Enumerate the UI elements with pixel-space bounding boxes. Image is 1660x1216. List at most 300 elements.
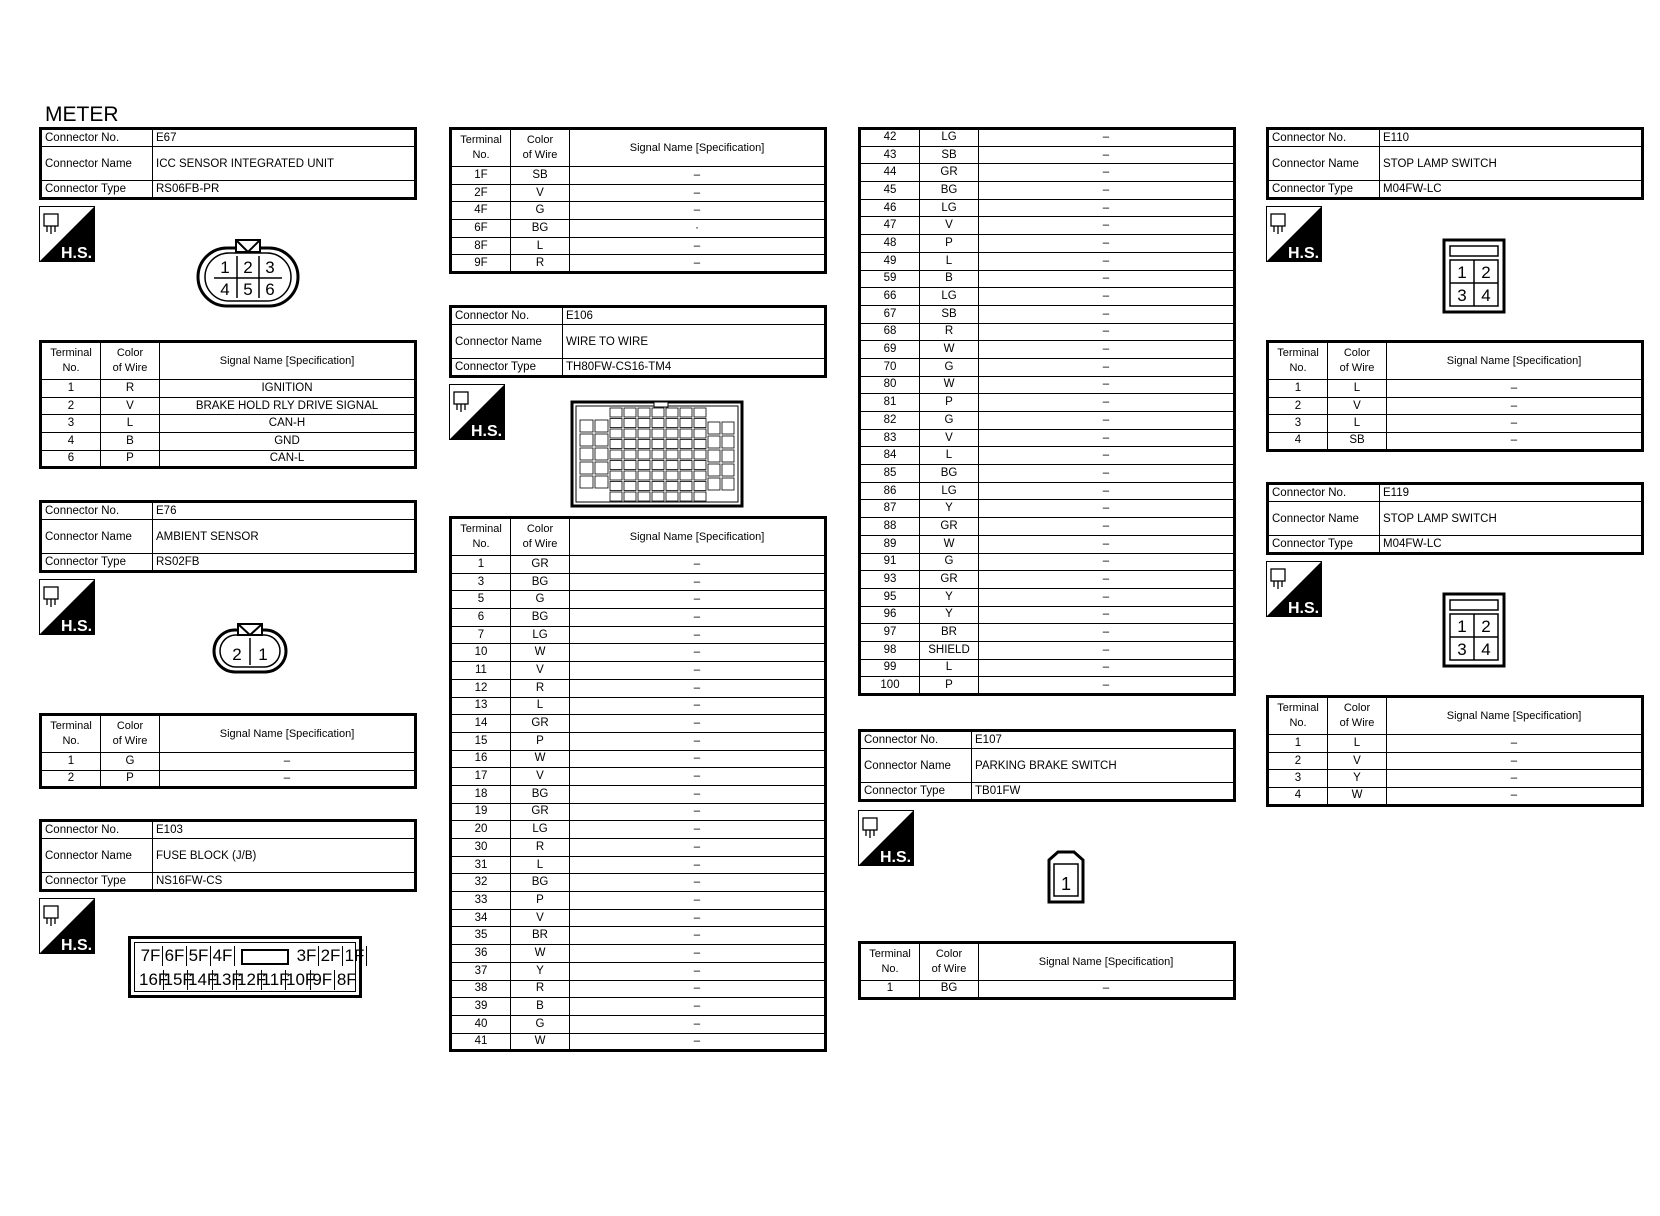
signal-name: –	[979, 624, 1235, 642]
signal-name: –	[979, 129, 1235, 147]
connector-type: M04FW-LC	[1380, 181, 1643, 199]
wire-color: V	[511, 768, 570, 786]
connector-no: E67	[153, 129, 416, 147]
signal-name: GND	[160, 433, 416, 451]
wire-color: P	[511, 732, 570, 750]
terminal-no: 83	[860, 429, 920, 447]
pin-label: 1F	[343, 946, 367, 966]
connector-e107-face	[1046, 850, 1086, 909]
signal-name: –	[1387, 433, 1643, 451]
wire-color: Y	[920, 588, 979, 606]
pin-label: 2F	[319, 946, 343, 966]
connector-type: TH80FW-CS16-TM4	[563, 359, 826, 377]
wire-color: W	[920, 376, 979, 394]
table-row	[451, 785, 826, 803]
signal-name: –	[979, 288, 1235, 306]
wire-color: R	[511, 679, 570, 697]
connector-type: RS02FB	[153, 554, 416, 572]
signal-name: –	[570, 998, 826, 1016]
table-row	[860, 323, 1235, 341]
signal-name: –	[570, 1033, 826, 1051]
svg-text:4: 4	[1481, 640, 1491, 659]
signal-name: –	[979, 323, 1235, 341]
terminal-no: 1	[1268, 735, 1328, 753]
svg-text:H.S.: H.S.	[61, 618, 93, 635]
table-row	[451, 945, 826, 963]
wire-color: B	[101, 433, 160, 451]
wire-color: V	[920, 429, 979, 447]
signal-name: –	[979, 235, 1235, 253]
wire-color: B	[511, 998, 570, 1016]
table-row	[860, 677, 1235, 695]
signal-name: –	[979, 376, 1235, 394]
terminal-no: 30	[451, 839, 511, 857]
connector-e76-info: Connector No. E76 Connector Name AMBIENT SENSOR Connector Type RS02FB	[39, 500, 417, 573]
connector-e106-terminals-b	[858, 127, 1236, 696]
wire-color: GR	[920, 518, 979, 536]
table-row	[451, 962, 826, 980]
signal-name: –	[570, 573, 826, 591]
table-row	[860, 358, 1235, 376]
signal-name: –	[979, 252, 1235, 270]
table-row	[451, 715, 826, 733]
terminal-no: 1	[41, 753, 101, 771]
svg-text:H.S.: H.S.	[61, 937, 93, 954]
harness-side-icon	[39, 206, 95, 262]
pin-label: 4F	[211, 946, 235, 966]
connector-e110-face	[1442, 238, 1506, 319]
terminal-no: 2	[41, 770, 101, 788]
wire-color: G	[920, 358, 979, 376]
signal-name: –	[1387, 415, 1643, 433]
signal-name: –	[570, 255, 826, 273]
terminal-no: 96	[860, 606, 920, 624]
pin-label: 12F	[237, 970, 267, 989]
wire-color: GR	[511, 715, 570, 733]
signal-name: –	[570, 715, 826, 733]
table-row	[41, 450, 416, 468]
terminal-no: 43	[860, 146, 920, 164]
terminal-no: 4	[1268, 788, 1328, 806]
wire-color: V	[511, 662, 570, 680]
terminal-no: 33	[451, 892, 511, 910]
signal-name: –	[979, 146, 1235, 164]
wire-color: GR	[511, 803, 570, 821]
signal-name: –	[979, 341, 1235, 359]
wire-color: Y	[920, 606, 979, 624]
signal-name: –	[160, 753, 416, 771]
signal-name: BRAKE HOLD RLY DRIVE SIGNAL	[160, 397, 416, 415]
table-row	[860, 305, 1235, 323]
wire-color: L	[920, 659, 979, 677]
svg-text:1: 1	[220, 258, 230, 277]
table-row	[451, 167, 826, 185]
table-row	[860, 270, 1235, 288]
terminal-no: 3	[1268, 770, 1328, 788]
signal-name: –	[570, 839, 826, 857]
wire-color: R	[920, 323, 979, 341]
connector-e110-terminals: Terminal No. Color of Wire Signal Name [Specification] 1 L – 2 V – 3 L – 4 SB –	[1266, 340, 1644, 452]
wire-color: V	[1328, 752, 1387, 770]
terminal-no: 14	[451, 715, 511, 733]
wire-color: SB	[920, 305, 979, 323]
terminal-no: 100	[860, 677, 920, 695]
table-row	[451, 927, 826, 945]
terminal-no: 4	[1268, 433, 1328, 451]
wire-color: BG	[920, 465, 979, 483]
connector-e119-terminals: Terminal No. Color of Wire Signal Name [Specification] 1 L – 2 V – 3 Y – 4 W –	[1266, 695, 1644, 807]
table-row	[451, 220, 826, 238]
connector-name: STOP LAMP SWITCH	[1380, 502, 1643, 536]
page-title: METER	[45, 103, 119, 126]
wire-color: L	[1328, 380, 1387, 398]
signal-name: –	[979, 217, 1235, 235]
terminal-no: 18	[451, 785, 511, 803]
wire-color: V	[511, 909, 570, 927]
harness-side-icon	[1266, 561, 1322, 617]
svg-text:4: 4	[220, 280, 230, 299]
terminal-no: 69	[860, 341, 920, 359]
harness-side-icon	[858, 810, 914, 866]
table-row	[860, 376, 1235, 394]
wire-color: W	[511, 1033, 570, 1051]
table-row	[860, 606, 1235, 624]
connector-name: WIRE TO WIRE	[563, 325, 826, 359]
terminal-no: 10	[451, 644, 511, 662]
terminal-no: 11	[451, 662, 511, 680]
table-row	[860, 535, 1235, 553]
svg-text:3: 3	[265, 258, 275, 277]
pin-label: 16F	[139, 970, 169, 989]
signal-name: –	[979, 182, 1235, 200]
key-slot	[241, 949, 289, 965]
wire-color: L	[1328, 415, 1387, 433]
terminal-no: 46	[860, 199, 920, 217]
terminal-no: 37	[451, 962, 511, 980]
svg-text:2: 2	[1481, 263, 1491, 282]
table-row	[860, 624, 1235, 642]
table-row	[451, 750, 826, 768]
connector-e119-face	[1442, 592, 1506, 673]
connector-name: ICC SENSOR INTEGRATED UNIT	[153, 147, 416, 181]
table-row	[1268, 415, 1643, 433]
table-row	[860, 518, 1235, 536]
signal-name: –	[570, 644, 826, 662]
svg-text:2: 2	[1481, 617, 1491, 636]
terminal-no: 6	[451, 609, 511, 627]
terminal-no: 87	[860, 500, 920, 518]
svg-text:4: 4	[1481, 286, 1491, 305]
harness-side-icon	[1266, 206, 1322, 262]
table-row	[451, 998, 826, 1016]
table-row	[1268, 433, 1643, 451]
wire-color: LG	[511, 821, 570, 839]
wire-color: G	[920, 553, 979, 571]
table-row	[451, 1033, 826, 1051]
connector-e76-face	[212, 622, 288, 679]
signal-name: –	[979, 482, 1235, 500]
wire-color: W	[920, 341, 979, 359]
signal-name: –	[979, 164, 1235, 182]
table-row	[860, 412, 1235, 430]
wire-color: SB	[511, 167, 570, 185]
signal-name: CAN-L	[160, 450, 416, 468]
terminal-no: 1F	[451, 167, 511, 185]
signal-name: –	[979, 677, 1235, 695]
signal-name: –	[570, 750, 826, 768]
terminal-no: 4	[41, 433, 101, 451]
signal-name: –	[570, 184, 826, 202]
terminal-no: 34	[451, 909, 511, 927]
table-row	[860, 341, 1235, 359]
wire-color: G	[101, 753, 160, 771]
table-row	[860, 659, 1235, 677]
wire-color: LG	[920, 288, 979, 306]
signal-name: –	[979, 199, 1235, 217]
signal-name: –	[570, 1015, 826, 1033]
signal-name: –	[570, 768, 826, 786]
terminal-no: 97	[860, 624, 920, 642]
wire-color: BG	[511, 785, 570, 803]
wire-color: BG	[920, 182, 979, 200]
signal-name: –	[570, 892, 826, 910]
connector-e67-terminals: Terminal No. Color of Wire Signal Name [Specification] 1 R IGNITION 2 V BRAKE HOLD RLY DRIVE SIGNAL 3 L CAN-H 4 B GND 6 P CAN-L	[39, 340, 417, 469]
wire-color: V	[920, 217, 979, 235]
signal-name: IGNITION	[160, 380, 416, 398]
table-row	[860, 217, 1235, 235]
terminal-no: 48	[860, 235, 920, 253]
wire-color: G	[511, 1015, 570, 1033]
table-row	[1268, 380, 1643, 398]
table-row	[451, 839, 826, 857]
table-row	[860, 146, 1235, 164]
svg-text:5: 5	[243, 280, 253, 299]
connector-type: M04FW-LC	[1380, 536, 1643, 554]
table-row	[41, 380, 416, 398]
terminal-no: 59	[860, 270, 920, 288]
terminal-no: 2	[41, 397, 101, 415]
wire-color: B	[920, 270, 979, 288]
wire-color: P	[920, 394, 979, 412]
connector-e103-terminals: Terminal No. Color of Wire Signal Name [Specification] 1F SB – 2F V – 4F G – 6F BG · 8F L – 9F R –	[449, 127, 827, 274]
table-row	[41, 415, 416, 433]
signal-name: CAN-H	[160, 415, 416, 433]
terminal-no: 86	[860, 482, 920, 500]
table-row	[41, 753, 416, 771]
signal-name: –	[570, 591, 826, 609]
connector-no: E103	[153, 821, 416, 839]
terminal-no: 15	[451, 732, 511, 750]
signal-name: –	[570, 962, 826, 980]
wire-color: R	[511, 839, 570, 857]
wire-color: GR	[511, 556, 570, 574]
table-row	[1268, 752, 1643, 770]
terminal-no: 36	[451, 945, 511, 963]
connector-type: TB01FW	[972, 783, 1235, 801]
terminal-no: 31	[451, 856, 511, 874]
terminal-no: 17	[451, 768, 511, 786]
table-row	[451, 184, 826, 202]
signal-name: –	[1387, 752, 1643, 770]
svg-text:1: 1	[1060, 874, 1072, 894]
signal-name: –	[979, 465, 1235, 483]
table-row	[451, 255, 826, 273]
wire-color: L	[1328, 735, 1387, 753]
connector-e67-info: Connector No. E67 Connector Name ICC SENSOR INTEGRATED UNIT Connector Type RS06FB-PR	[39, 127, 417, 200]
pin-label: 7F	[139, 946, 163, 966]
signal-name: –	[160, 770, 416, 788]
table-row	[451, 821, 826, 839]
terminal-no: 70	[860, 358, 920, 376]
table-row	[860, 981, 1235, 999]
wire-color: G	[920, 412, 979, 430]
table-row	[451, 662, 826, 680]
svg-text:3: 3	[1457, 640, 1467, 659]
table-row	[1268, 735, 1643, 753]
wire-color: P	[920, 677, 979, 695]
table-row	[860, 447, 1235, 465]
connector-no: E107	[972, 731, 1235, 749]
harness-side-icon	[39, 898, 95, 954]
wire-color: BG	[511, 220, 570, 238]
terminal-no: 16	[451, 750, 511, 768]
connector-no: E110	[1380, 129, 1643, 147]
table-row	[451, 980, 826, 998]
signal-name: –	[979, 553, 1235, 571]
table-row	[451, 697, 826, 715]
terminal-no: 2	[1268, 752, 1328, 770]
wire-color: GR	[920, 164, 979, 182]
terminal-no: 6F	[451, 220, 511, 238]
connector-name: STOP LAMP SWITCH	[1380, 147, 1643, 181]
table-row	[41, 770, 416, 788]
wire-color: SHIELD	[920, 641, 979, 659]
connector-e67-face	[196, 238, 300, 317]
signal-name: –	[570, 202, 826, 220]
terminal-no: 88	[860, 518, 920, 536]
wire-color: R	[511, 255, 570, 273]
wire-color: P	[101, 450, 160, 468]
table-row	[41, 433, 416, 451]
wire-color: V	[101, 397, 160, 415]
terminal-no: 80	[860, 376, 920, 394]
table-row	[451, 892, 826, 910]
signal-name: –	[570, 945, 826, 963]
wire-color: Y	[920, 500, 979, 518]
connector-e103-face	[128, 936, 365, 998]
terminal-no: 3	[41, 415, 101, 433]
pin-label: 6F	[163, 946, 187, 966]
terminal-no: 6	[41, 450, 101, 468]
signal-name: –	[570, 556, 826, 574]
terminal-no: 45	[860, 182, 920, 200]
signal-name: –	[1387, 735, 1643, 753]
terminal-no: 7	[451, 626, 511, 644]
connector-e107-info: Connector No. E107 Connector Name PARKING BRAKE SWITCH Connector Type TB01FW	[858, 729, 1236, 802]
signal-name: –	[1387, 397, 1643, 415]
svg-text:H.S.: H.S.	[471, 423, 503, 440]
terminal-no: 39	[451, 998, 511, 1016]
signal-name: –	[979, 270, 1235, 288]
table-row	[451, 591, 826, 609]
connector-no: E119	[1380, 484, 1643, 502]
terminal-no: 32	[451, 874, 511, 892]
signal-name: –	[570, 856, 826, 874]
svg-text:H.S.: H.S.	[880, 849, 912, 866]
terminal-no: 82	[860, 412, 920, 430]
table-row	[860, 288, 1235, 306]
table-row	[451, 874, 826, 892]
wire-color: L	[511, 237, 570, 255]
signal-name: –	[570, 821, 826, 839]
table-row	[860, 394, 1235, 412]
signal-name: –	[570, 167, 826, 185]
signal-name: –	[570, 662, 826, 680]
connector-e103-info: Connector No. E103 Connector Name FUSE BLOCK (J/B) Connector Type NS16FW-CS	[39, 819, 417, 892]
signal-name: –	[570, 732, 826, 750]
wire-color: L	[511, 856, 570, 874]
table-row	[860, 553, 1235, 571]
table-row	[860, 235, 1235, 253]
signal-name: –	[979, 447, 1235, 465]
wire-color: W	[1328, 788, 1387, 806]
wire-color: L	[511, 697, 570, 715]
wire-color: L	[920, 447, 979, 465]
connector-name: FUSE BLOCK (J/B)	[153, 839, 416, 873]
table-row	[860, 641, 1235, 659]
table-row	[1268, 788, 1643, 806]
svg-text:H.S.: H.S.	[61, 245, 93, 262]
wire-color: Y	[1328, 770, 1387, 788]
terminal-no: 84	[860, 447, 920, 465]
wire-color: LG	[920, 199, 979, 217]
wire-color: V	[1328, 397, 1387, 415]
terminal-no: 98	[860, 641, 920, 659]
table-row	[451, 573, 826, 591]
terminal-no: 4F	[451, 202, 511, 220]
wire-color: W	[511, 644, 570, 662]
table-row	[451, 803, 826, 821]
terminal-no: 13	[451, 697, 511, 715]
signal-name: –	[570, 785, 826, 803]
signal-name: –	[979, 588, 1235, 606]
signal-name: –	[979, 358, 1235, 376]
wire-color: GR	[920, 571, 979, 589]
wire-color: LG	[920, 482, 979, 500]
harness-side-icon	[449, 384, 505, 440]
svg-text:1: 1	[1457, 263, 1467, 282]
terminal-no: 68	[860, 323, 920, 341]
signal-name: –	[1387, 380, 1643, 398]
terminal-no: 93	[860, 571, 920, 589]
terminal-no: 95	[860, 588, 920, 606]
terminal-no: 1	[451, 556, 511, 574]
signal-name: –	[570, 803, 826, 821]
terminal-no: 89	[860, 535, 920, 553]
wire-color: BG	[920, 981, 979, 999]
pin-label: 9F	[311, 970, 336, 990]
signal-name: –	[979, 641, 1235, 659]
signal-name: –	[1387, 770, 1643, 788]
wire-color: W	[920, 535, 979, 553]
wire-color: W	[511, 945, 570, 963]
table-row	[451, 644, 826, 662]
wire-color: LG	[920, 129, 979, 147]
table-row	[860, 182, 1235, 200]
terminal-no: 41	[451, 1033, 511, 1051]
table-row	[860, 465, 1235, 483]
pin-label: 3F	[295, 946, 319, 966]
